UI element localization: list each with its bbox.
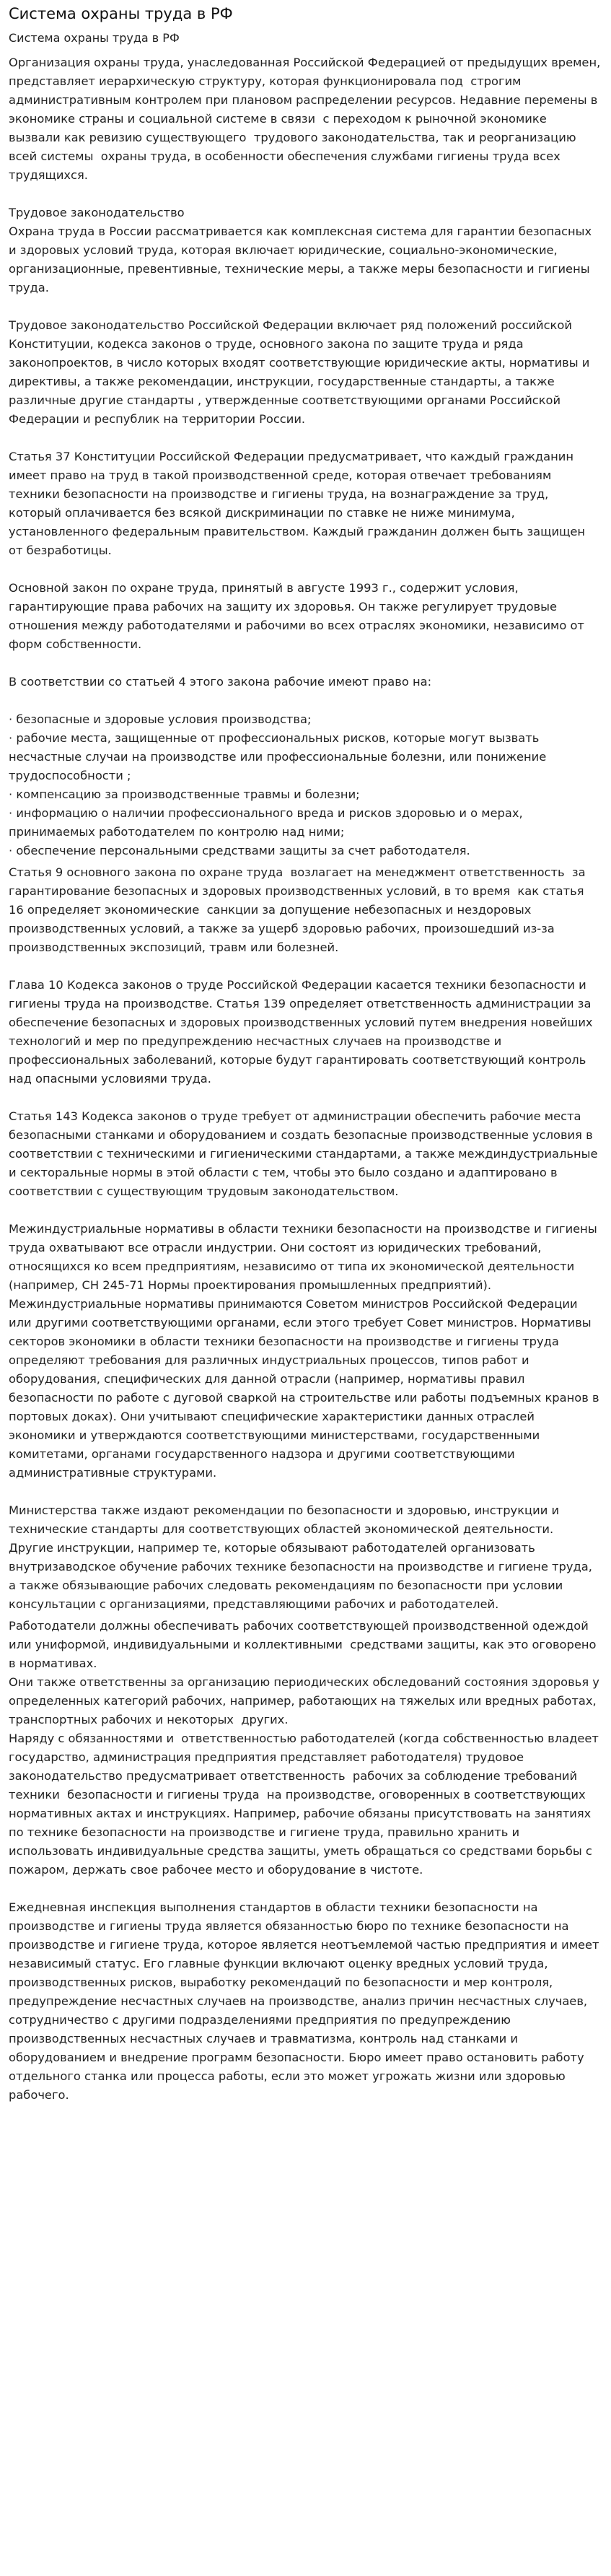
- page-subtitle: Система охраны труда в РФ: [9, 31, 180, 45]
- paragraph-daily-inspection: Ежедневная инспекция выполнения стандартов в области техники безопасности на производстве и гигиены труда является обязанностью бюро по технике безопасности на производстве и гигиене труда, которое является неотъемлемой частью предприятия и имеет независимый статус. Его главные функции включают оценку вредных условий труда, производственных рисков, выработку рекомендаций по безопасности и мер контроля, предупреждение несчастных случаев на производстве, анализ причин несчастных случаев, сотрудничество с другими подразделениями предприятия по предупреждению производственных несчастных случаев и травматизма, контроль над станками и оборудованием и внедрение программ безопасности. Бюро имеет право остановить работу отдельного станка или процесса работы, если это может угрожать жизни или здоровью рабочего.: [9, 1900, 603, 2102]
- paragraph-labor-law-heading: Трудовое законодательство Охрана труда в России рассматривается как комплексная система для гарантии безопасных и здоровых условий труда, которая включает юридические, социально-экономические, организационные, превентивные, технические меры, а также меры безопасности и гигиены труда.: [9, 206, 592, 294]
- rights-list: · безопасные и здоровые условия производства; · рабочие места, защищенные от профессиональных рисков, которые могут вызвать несчастные случаи на производстве или профессиональные болезни, или понижение трудоспособности ; · компенсацию за производственные травмы и болезни; · информацию о наличии профессионального вреда и рисков здоровью и о мерах, принимаемых работодателем по контролю над ними; · обеспечение персональными средствами защиты за счет работодателя.: [9, 712, 547, 857]
- blank-line: [9, 691, 601, 710]
- blank-line: [9, 429, 601, 447]
- blank-line: [9, 185, 601, 204]
- blank-line: [9, 1879, 601, 1898]
- blank-line: [9, 1201, 601, 1220]
- paragraph-employers-duties: Работодатели должны обеспечивать рабочих соответствующей производственной одеждой или униформой, индивидуальными и коллективными средствами защиты, как это оговорено в нормативах. Они также ответственны за организацию периодических обследований состояния здоровья у определенных категорий рабочих, например, работающих на тяжелых или вредных работах, транспортных рабочих и некоторых других. Наряду с обязанностями и ответственностью работодателей (когда собственностью владеет государство, администрация предприятия представляет работодателя) трудовое законодательство предусматривает ответственность рабочих за соблюдение требований техники безопасности и гигиены труда на производстве, оговоренных в соответствующих нормативных актах и инструкциях. Например, рабочие обязаны присутствовать на занятиях по технике безопасности на производстве и гигиене труда, правильно хранить и использовать индивидуальные средства защиты, уметь обращаться со средствами борьбы с пожаром, держать свое рабочее место и оборудование в чистоте.: [9, 1619, 599, 1877]
- paragraph-ministries: Министерства также издают рекомендации по безопасности и здоровью, инструкции и технические стандарты для соответствующих областей экономической деятельности. Другие инструкции, например те, которые обязывают работодателей организовать внутризаводское обучение рабочих технике безопасности на производстве и гигиене труда, а также обязывающие рабочих следовать рекомендациям по безопасности при условии консультации с организациями, представляющими рабочих и работодателей.: [9, 1503, 597, 1611]
- paragraph-intro: Организация охраны труда, унаследованная Российской Федерацией от предыдущих времен, представляет иерархическую структуру, которая функционировала под строгим административным контролем при плановом распределении ресурсов. Недавние перемены в экономике страны и социальной системе в связи с переходом к рыночной экономике вызвали как ревизию существующего трудового законодательства, так и реорганизацию всей системы охраны труда, в особенности обеспечения службами гигиены труда всех трудящихся.: [9, 56, 605, 182]
- page-title: Система охраны труда в РФ: [9, 5, 233, 22]
- paragraph-article-143: Статья 143 Кодекса законов о труде требует от администрации обеспечить рабочие места безопасными станками и оборудованием и создать безопасные производственные условия в соответствии с техническими и гигиеническими стандартами, а также междиндустриальные и секторальные нормы в этой области с тем, чтобы это было создано и адаптировано в соответствии с существующим трудовым законодательством.: [9, 1109, 602, 1198]
- blank-line: [9, 297, 601, 316]
- blank-line: [9, 1088, 601, 1107]
- blank-line: [9, 560, 601, 579]
- blank-line: [9, 1483, 601, 1501]
- paragraph-article-9: Статья 9 основного закона по охране труда возлагает на менеджмент ответственность за гарантирование безопасных и здоровых производственных условий, в то время как статья 16 определяет экономические санкции за допущение небезопасных и нездоровых производственных условий, а также за ущерб здоровью рабочих, произошедший из-за производственных экспозиций, травм или болезней.: [9, 865, 589, 954]
- paragraph-chapter-10: Глава 10 Кодекса законов о труде Российской Федерации касается техники безопасности и гигиены труда на производстве. Статья 139 определяет ответственность администрации за обеспечение безопасных и здоровых производственных условий путем внедрения новейших технологий и мер по предупреждению несчастных случаев на производстве и профессиональных заболеваний, которые будут гарантировать соответствующий контроль над опасными условиями труда.: [9, 978, 597, 1086]
- blank-line: [9, 654, 601, 673]
- paragraph-article-4-intro: В соответствии со статьей 4 этого закона рабочие имеют право на:: [9, 675, 432, 689]
- paragraph-article-37: Статья 37 Конституции Российской Федерации предусматривает, что каждый гражданин имеет право на труд в такой производственной среде, которая отвечает требованиям техники безопасности на производстве и гигиены труда, на вознаграждение за труд, который оплачивается без всякой дискриминации по ставке не ниже минимума, установленного федеральным правительством. Каждый гражданин должен быть защищен от безработицы.: [9, 450, 589, 557]
- paragraph-basic-law-1993: Основной закон по охране труда, принятый в августе 1993 г., содержит условия, гарантирующие права рабочих на защиту их здоровья. Он также регулирует трудовые отношения между работодателями и рабочими во всех отраслях экономики, независимо от форм собственности.: [9, 581, 589, 651]
- document-page: [0, 3, 611, 2105]
- blank-line: [9, 957, 601, 976]
- paragraph-labor-law-contents: Трудовое законодательство Российской Федерации включает ряд положений российской Конституции, кодекса законов о труде, основного закона по защите труда и ряда законопроектов, в число которых входят соответствующие юридические акты, нормативы и директивы, а также рекомендации, инструкции, государственные стандарты, а также различные другие стандарты , утвержденные соответствующими органами Российской Федерации и республик на территории России.: [9, 318, 594, 426]
- paragraph-interindustry-norms: Межиндустриальные нормативы в области техники безопасности на производстве и гигиены труда охватывают все отрасли индустрии. Они состоят из юридических требований, относящихся ко всем предприятиям, независимо от типа их экономической деятельности (например, СН 245-71 Нормы проектирования промышленных предприятий). Межиндустриальные нормативы принимаются Советом министров Российской Федерации или другими соответствующими органами, если этого требует Совет министров. Нормативы секторов экономики в области техники безопасности на производстве и гигиены труда определяют требования для различных индустриальных процессов, типов работ и оборудования, специфических для данной отрасли (например, нормативы правил безопасности по работе с дуговой сваркой на строительстве или работы подъемных кранов в портовых доках). Они учитывают специфические характеристики данных отраслей экономики и утверждаются соответствующими министерствами, государственными комитетами, органами государственного надзора и другими соответствующими административные структурами.: [9, 1222, 603, 1480]
